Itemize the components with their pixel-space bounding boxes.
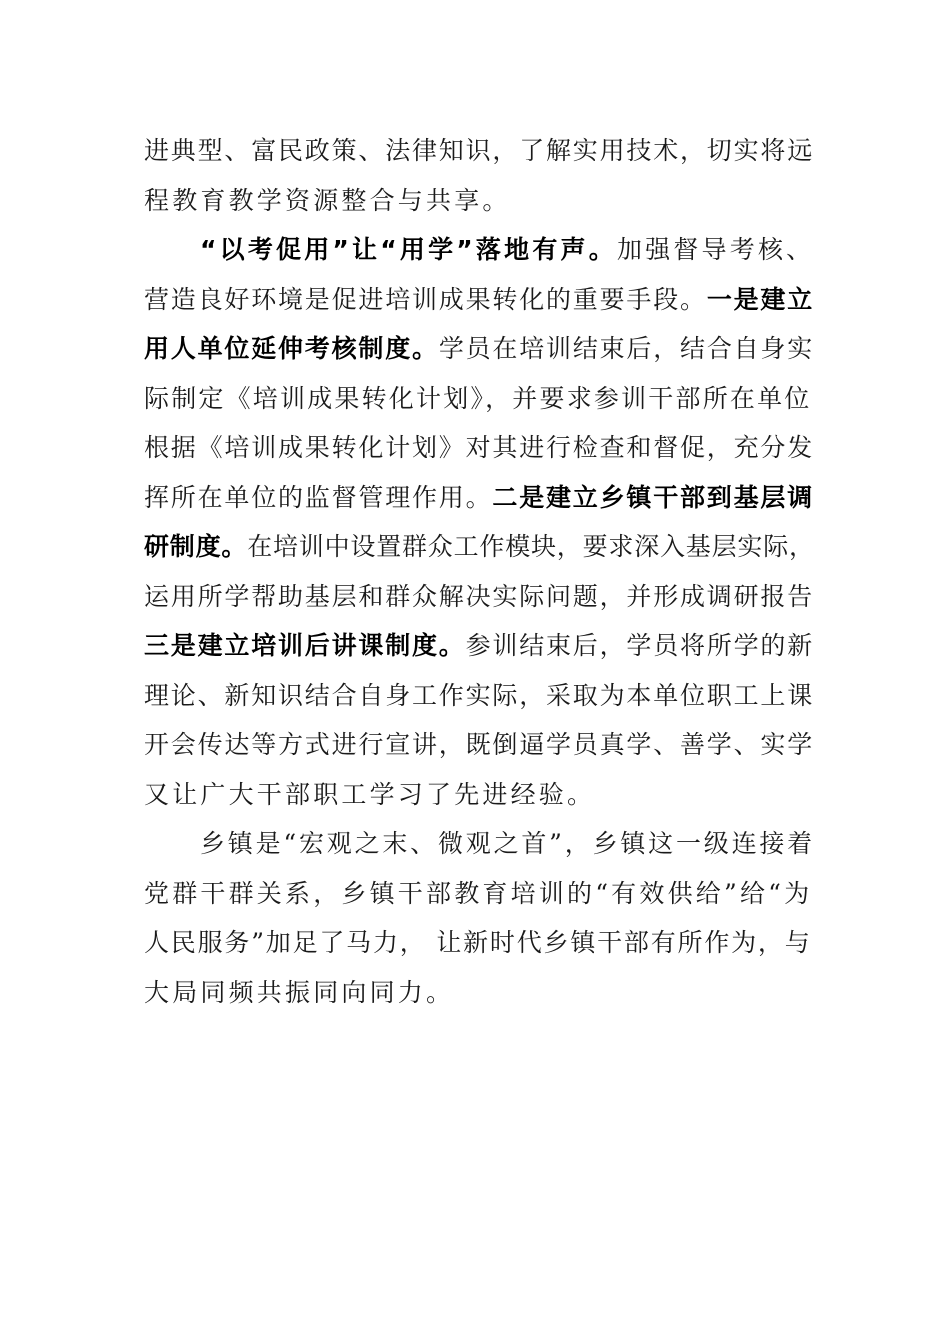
text-run: 运用所学帮助基层和群众解决实际问题，并形成调研报告 [144,581,815,611]
text-run: 进典型、富民政策、法律知识，了解实用技术，切实将远 [144,136,815,165]
text-run: 大局同频共振同向同力。 [144,977,455,1007]
text-run: 开会传达等方式进行宣讲，既倒逼学员真学、善学、实学 [144,730,815,759]
text-run: 理论、新知识结合自身工作实际，采取为本单位职工上课 [144,680,815,710]
paragraph-line [144,720,816,770]
paragraph-line [144,968,816,1018]
text-run: 挥所在单位的监督管理作用。 [144,482,493,512]
paragraph-line [144,225,816,275]
section-heading: “以考促用”让“用学”落地有声。 [200,235,617,264]
paragraph-line [144,819,816,869]
paragraph-line [144,621,816,671]
paragraph-line [144,770,816,820]
text-run: 又让广大干部职工学习了先进经验。 [144,779,596,809]
bold-run: 研制度。 [144,532,248,561]
paragraph-line [144,473,816,523]
text-run: 学员在培训结束后，结合自身实 [438,334,815,363]
paragraph-line [144,374,816,424]
paragraph-line [144,275,816,325]
paragraph-line [144,126,816,176]
text-run: 根据《培训成果转化计划》对其进行检查和督促，充分发 [144,433,815,462]
text-run: 党群干群关系，乡镇干部教育培训的“有效供给”给“为 [144,878,813,908]
bold-run: 三是建立培训后讲课制度。 [144,631,466,660]
bold-run: 一是建立 [706,284,815,314]
paragraph-line [144,918,816,968]
bold-run: 用人单位延伸考核制度。 [144,334,439,363]
text-run: 程教育教学资源整合与共享。 [144,185,511,215]
text-run: 人民服务”加足了马力， 让新时代乡镇干部有所作为，与 [144,928,812,957]
bold-run: 二是建立乡镇干部到基层调 [492,482,815,512]
text-run: 乡镇是“宏观之末、微观之首”，乡镇这一级连接着 [200,829,815,858]
paragraph-line [144,572,816,622]
text-run: 参训结束后，学员将所学的新 [465,631,815,660]
paragraph-line [144,869,816,919]
paragraph-line [144,324,816,374]
paragraph-line [144,423,816,473]
paragraph-line [144,176,816,226]
paragraph-line [144,671,816,721]
text-run: 加强督导考核、 [616,235,815,264]
paragraph-line [144,522,816,572]
body-text [144,126,816,1017]
text-run: 在培训中设置群众工作模块，要求深入基层实际， [247,532,815,561]
text-run: 际制定《培训成果转化计划》，并要求参训干部所在单位 [144,383,812,413]
text-run: 营造良好环境是促进培训成果转化的重要手段。 [144,284,707,314]
